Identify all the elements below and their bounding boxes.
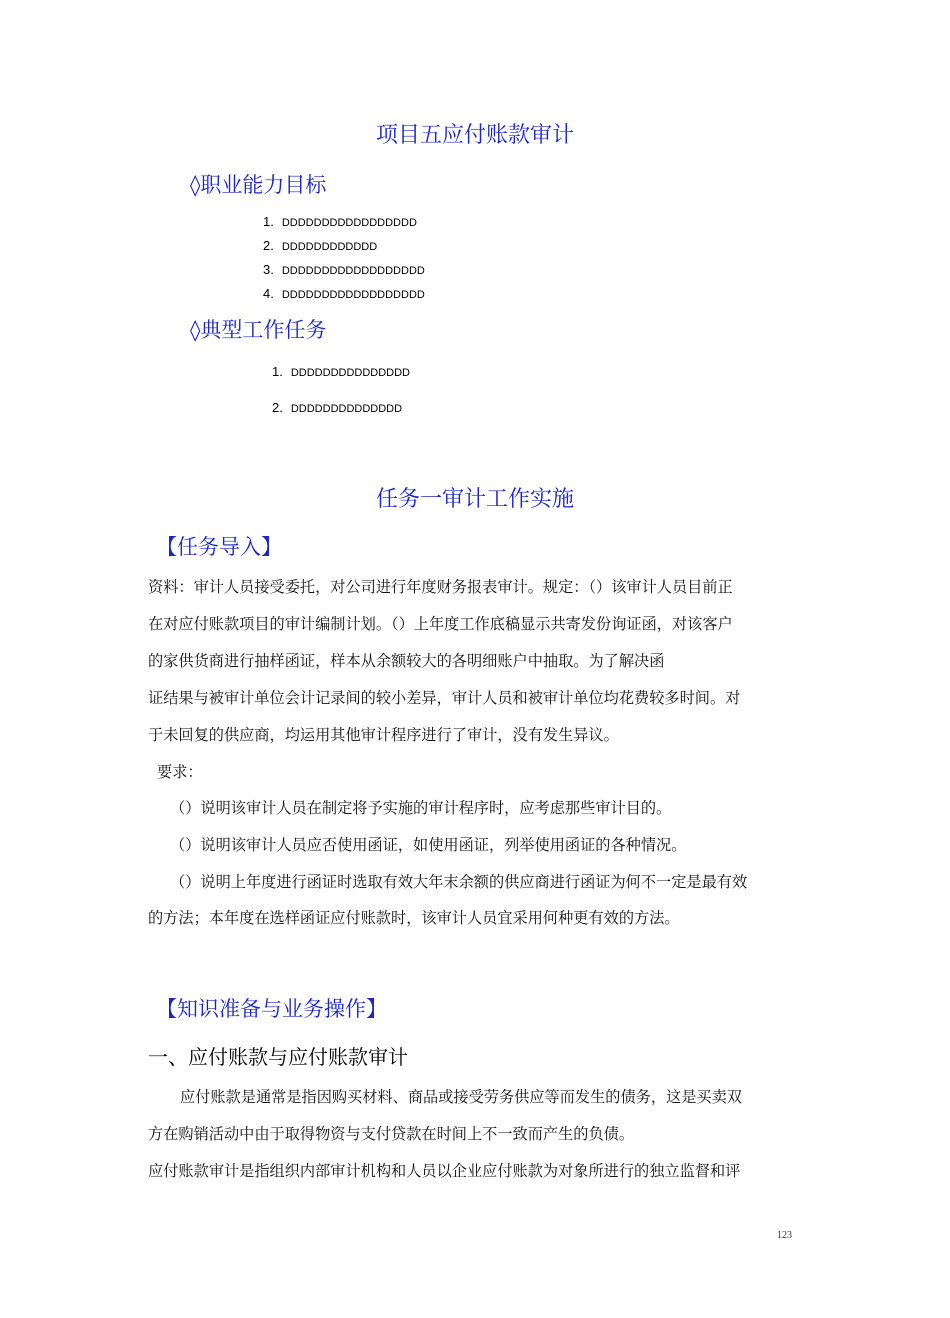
task-num: 1. bbox=[272, 364, 283, 379]
section-one-line-1: 应付账款是通常是指因购买材料、商品或接受劳务供应等而发生的债务，这是买卖双 bbox=[180, 1088, 742, 1106]
requirement-line-2: （）说明该审计人员应否使用函证，如使用函证，列举使用函证的各种情况。 bbox=[170, 836, 687, 854]
material-line-2: 在对应付账款项目的审计编制计划。（）上年度工作底稿显示共寄发份询证函，对该客户 bbox=[148, 615, 733, 633]
material-line-1: 资料：审计人员接受委托，对公司进行年度财务报表审计。规定：（）该审计人员目前正 bbox=[148, 578, 733, 596]
requirement-line-3: （）说明上年度进行函证时选取有效大年末余额的供应商进行函证为何不一定是最有效 bbox=[170, 873, 748, 891]
section-one-heading: 一、应付账款与应付账款审计 bbox=[148, 1045, 408, 1069]
project-title: 项目五应付账款审计 bbox=[375, 123, 574, 148]
goal-num: 1. bbox=[263, 214, 274, 229]
task-item-2 bbox=[272, 400, 402, 415]
goal-item-4 bbox=[263, 286, 425, 301]
task-text: DDDDDDDDDDDDDD bbox=[290, 403, 403, 415]
material-line-5: 于未回复的供应商，均运用其他审计程序进行了审计，没有发生异议。 bbox=[148, 726, 619, 744]
goal-text: DDDDDDDDDDDD bbox=[281, 241, 378, 253]
goal-text: DDDDDDDDDDDDDDDDDD bbox=[281, 289, 425, 301]
material-line-4: 证结果与被审计单位会计记录间的较小差异，审计人员和被审计单位均花费较多时间。对 bbox=[148, 689, 741, 707]
goal-item-3 bbox=[263, 262, 425, 277]
material-line-3: 的家供货商进行抽样函证，样本从余额较大的各明细账户中抽取。为了解决函 bbox=[148, 652, 665, 670]
page-number: 123 bbox=[777, 1230, 792, 1241]
goal-item-1 bbox=[263, 214, 417, 229]
task-item-1 bbox=[272, 364, 410, 379]
task-text: DDDDDDDDDDDDDDD bbox=[290, 367, 411, 379]
knowledge-heading: 【知识准备与业务操作】 bbox=[156, 997, 387, 1021]
requirement-line-4: 的方法；本年度在选样函证应付账款时，该审计人员宜采用何种更有效的方法。 bbox=[148, 909, 680, 927]
section-one-line-2: 方在购销活动中由于取得物资与支付贷款在时间上不一致而产生的负债。 bbox=[148, 1125, 634, 1143]
goal-item-2 bbox=[263, 238, 377, 253]
goal-num: 3. bbox=[263, 262, 274, 277]
task-intro-heading: 【任务导入】 bbox=[156, 535, 282, 559]
goal-text: DDDDDDDDDDDDDDDDDD bbox=[281, 265, 425, 277]
goal-text: DDDDDDDDDDDDDDDDD bbox=[281, 217, 417, 229]
task-num: 2. bbox=[272, 400, 283, 415]
goals-heading: ◊职业能力目标 bbox=[190, 173, 327, 197]
goal-num: 2. bbox=[263, 238, 274, 253]
task-title: 任务一审计工作实施 bbox=[375, 487, 574, 512]
tasks-heading: ◊典型工作任务 bbox=[190, 318, 327, 342]
requirement-line-1: （）说明该审计人员在制定将予实施的审计程序时，应考虑那些审计目的。 bbox=[170, 799, 672, 817]
section-one-line-3: 应付账款审计是指组织内部审计机构和人员以企业应付账款为对象所进行的独立监督和评 bbox=[148, 1162, 741, 1180]
requirements-label: 要求： bbox=[157, 763, 203, 781]
goal-num: 4. bbox=[263, 286, 274, 301]
